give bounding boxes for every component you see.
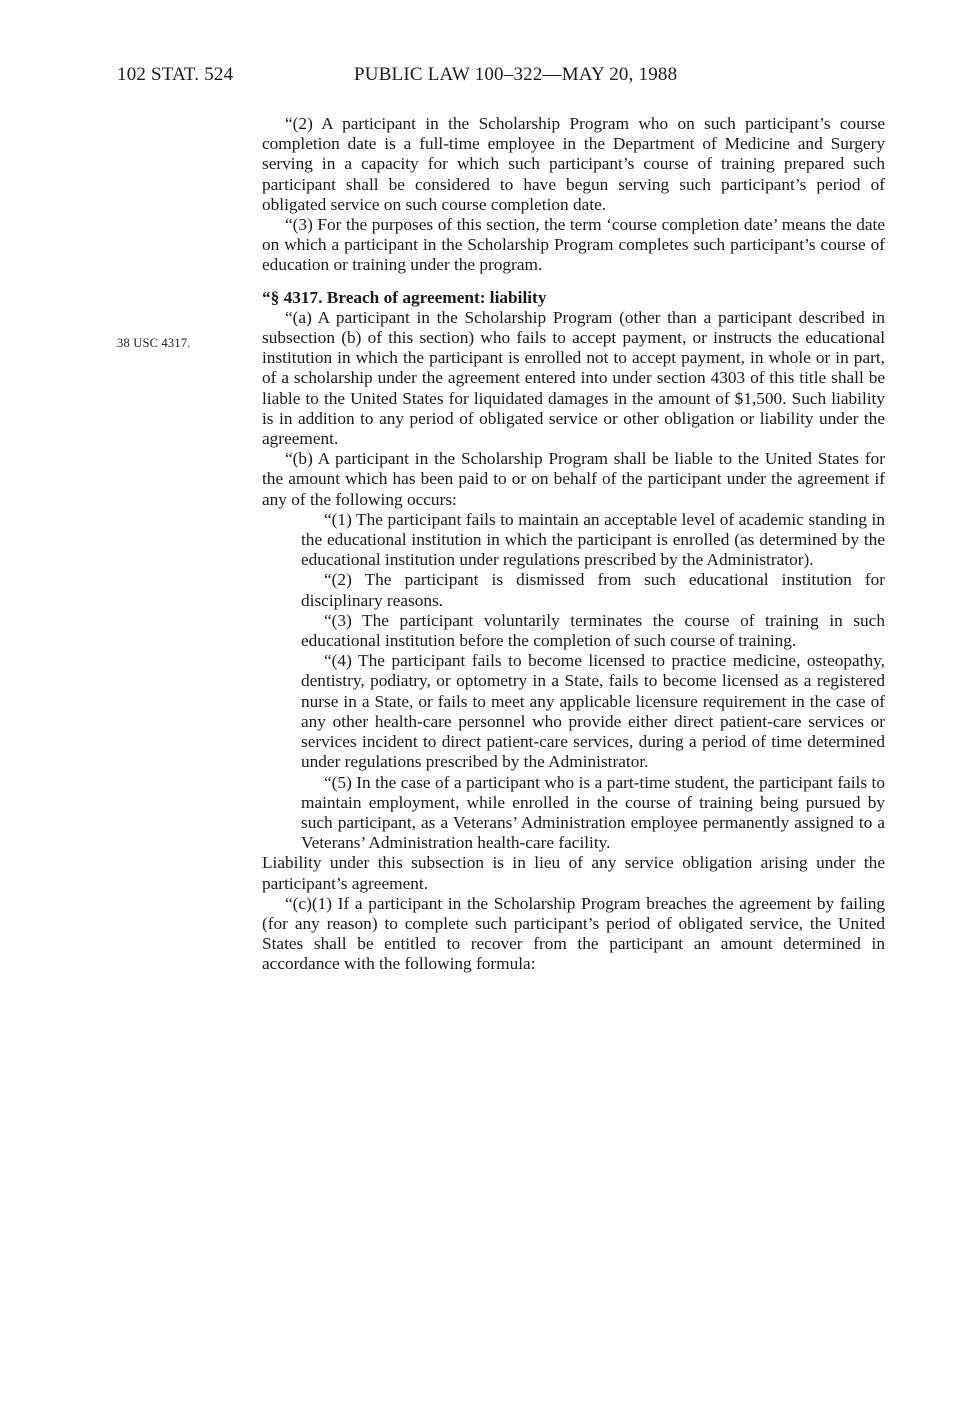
- stat-page-number: 102 STAT. 524: [117, 64, 234, 85]
- subsection-a: “(a) A participant in the Scholarship Program (other than a participant described in subsection (b) of this section) who fails to accept payment, or instructs the educational institution in which the participant is enrolled not to accept payment, in whole or in part, of a scholarship under the agreement entered into under section 4303 of this title shall be liable to the United States for liquidated damages in the amount of $1,500. Such liability is in addition to any period of obligated service or other obligation or liability under the agreement.: [262, 307, 885, 449]
- clause-b-4: “(4) The participant fails to become licensed to practice medicine, osteopathy, dentistry, podiatry, or optometry in a State, fails to become licensed as a registered nurse in a State, or fails to meet any applicable licensure requirement in the case of any other health-care personnel who provide either direct patient-care services or services incident to direct patient-care services, during a period of time determined under regulations prescribed by the Administrator.: [301, 651, 885, 772]
- subsection-c-1: “(c)(1) If a participant in the Scholarship Program breaches the agreement by failing (for any reason) to complete such participant’s period of obligated service, the United States shall be entitled to recover from the participant an amount determined in accordance with the following formula:: [262, 893, 885, 974]
- section-heading: “§ 4317. Breach of agreement: liability: [262, 287, 547, 307]
- paragraph-2: “(2) A participant in the Scholarship Program who on such participant’s course completion date is a full-time employee in the Department of Medicine and Surgery serving in a capacity for which such participant’s course of training prepared such participant shall be considered to have begun serving such participant’s period of obligated service on such course completion date.: [262, 114, 885, 214]
- clause-b-2: “(2) The participant is dismissed from such educational institution for disciplinary reasons.: [301, 570, 885, 610]
- subsection-b: “(b) A participant in the Scholarship Program shall be liable to the United States for the amount which has been paid to or on behalf of the participant under the agreement if any of the following occurs:: [262, 449, 885, 509]
- running-header: [117, 64, 897, 92]
- clause-b-5: “(5) In the case of a participant who is a part-time student, the participant fails to maintain employment, while enrolled in the course of training being pursued by such participant, as a Veterans’ Administration employee permanently assigned to a Veterans’ Administration health-care facility.: [301, 772, 885, 853]
- clause-b-3: “(3) The participant voluntarily terminates the course of training in such educational institution before the completion of such course of training.: [301, 610, 885, 651]
- margin-citation: 38 USC 4317.: [117, 336, 191, 350]
- paragraph-3: “(3) For the purposes of this section, the term ‘course completion date’ means the date on which a participant in the Scholarship Program completes such participant’s course of education or training under the program.: [262, 215, 885, 275]
- document-body: [262, 114, 885, 975]
- liability-note: Liability under this subsection is in lieu of any service obligation arising under the participant’s agreement.: [262, 853, 885, 893]
- clause-b-1: “(1) The participant fails to maintain an acceptable level of academic standing in the educational institution in which the participant is enrolled (as determined by the educational institution under regulations prescribed by the Administrator).: [301, 509, 885, 570]
- public-law-title: PUBLIC LAW 100–322—MAY 20, 1988: [354, 64, 678, 85]
